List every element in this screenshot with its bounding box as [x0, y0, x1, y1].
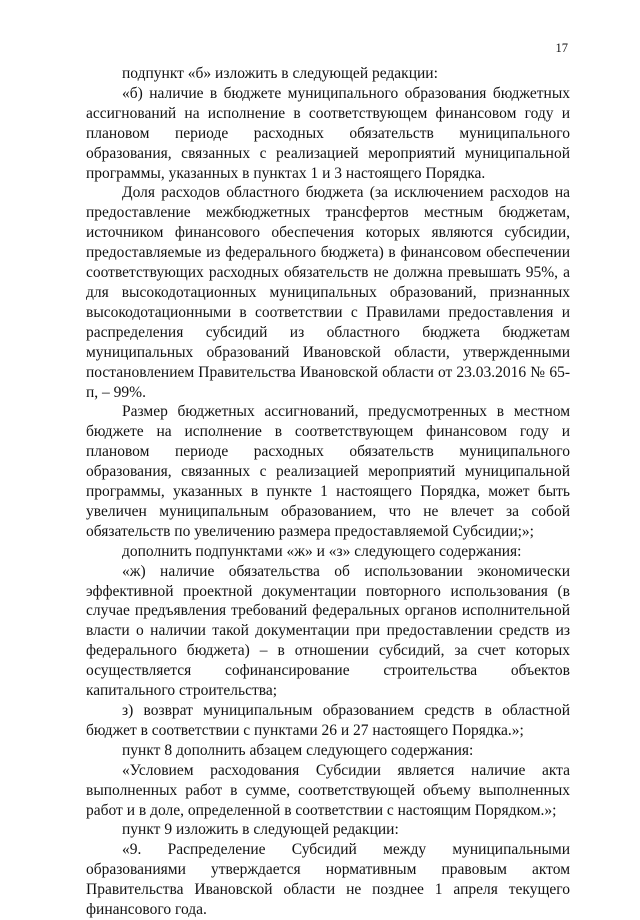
page-number: 17 — [555, 41, 568, 55]
paragraph-item-8-condition: «Условием расходования Субсидии является наличие акта выполненных работ в сумме, соответствующей объему выполненных работ и в доле, определенной в соответствии с настоящим Порядком.»; — [86, 761, 570, 819]
paragraph-item-8-intro: пункт 8 дополнить абзацем следующего содержания: — [122, 741, 474, 759]
paragraph-item-9-intro: пункт 9 изложить в следующей редакции: — [122, 821, 399, 839]
document-body — [86, 64, 570, 920]
paragraph-subitem-b-intro: подпункт «б» изложить в следующей редакции: — [122, 65, 438, 82]
paragraph-add-subitems-intro: дополнить подпунктами «ж» и «з» следующего содержания: — [122, 542, 522, 560]
paragraph-subitem-z: з) возврат муниципальным образованием средств в областной бюджет в соответствии с пунктами 26 и 27 настоящего Порядка.»; — [86, 702, 570, 739]
paragraph-subitem-zh: «ж) наличие обязательства об использовании экономически эффективной проектной документации повторного использования (в случае предъявления требований федеральных органов исполнительной власти о наличии такой документации при предоставлении средств из федерального бюджета) – в отношении субсидий, за счет которых осуществляется софинансирование строительства объектов капитального строительства; — [86, 562, 570, 700]
paragraph-subitem-b: «б) наличие в бюджете муниципального образования бюджетных ассигнований на исполнение в соответствующем финансовом году и плановом периоде расходных обязательств муниципального образования, связанных с реализацией мероприятий муниципальной программы, указанных в пунктах 1 и 3 настоящего Порядка. — [86, 84, 570, 182]
paragraph-item-9: «9. Распределение Субсидий между муниципальными образованиями утверждается нормативным правовым актом Правительства Ивановской области не позднее 1 апреля текущего финансового года. — [86, 841, 570, 919]
paragraph-regional-budget-share: Доля расходов областного бюджета (за исключением расходов на предоставление межбюджетных трансфертов местным бюджетам, источником финансового обеспечения которых являются субсидии, предоставляемые из федерального бюджета) в финансовом обеспечении соответствующих расходных обязательств не должна превышать 95%, а для высокодотационных муниципальных образований, признанных высокодотационными в соответствии с Правилами предоставления и распределения субсидий из областного бюджета бюджетам муниципальных образований Ивановской области, утвержденными постановлением Правительства Ивановской области от 23.03.2016 № 65-п, – 99%. — [86, 184, 570, 401]
paragraph-allocation-size: Размер бюджетных ассигнований, предусмотренных в местном бюджете на исполнение в соответствующем финансовом году и плановом периоде расходных обязательств муниципального образования, связанных с реализацией мероприятий муниципальной программы, указанных в пункте 1 настоящего Порядка, может быть увеличен муниципальным образованием, что не влечет за собой обязательств по увеличению размера предоставляемой Субсидии;»; — [86, 403, 570, 540]
